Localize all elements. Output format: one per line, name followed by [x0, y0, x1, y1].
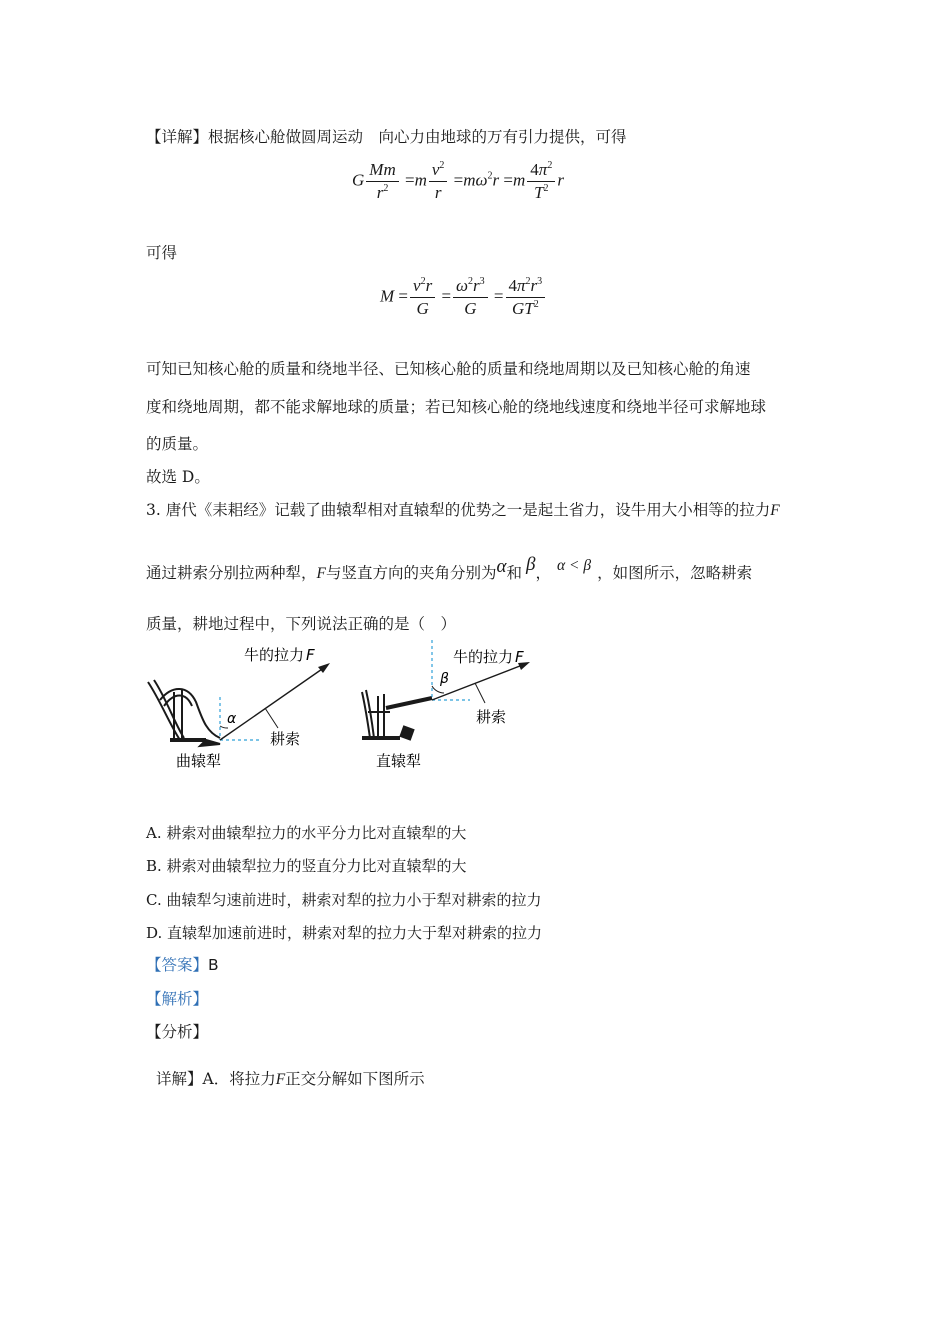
conclusion-line-3: 的质量。	[146, 435, 209, 453]
detail-intro: 【详解】根据核心舱做圆周运动 向心力由地球的万有引力提供，可得	[146, 128, 627, 146]
left-force-var: F	[306, 646, 315, 664]
beta-arc	[432, 686, 444, 693]
keda-text: 可得	[146, 244, 178, 262]
question-3-line-1: 3. 唐代《耒耜经》记载了曲辕犁相对直辕犁的优势之一是起土省力，设牛用大小相等的拉力F	[146, 501, 780, 519]
plough-figure	[140, 640, 700, 775]
straight-plough-drawing	[362, 690, 432, 739]
left-rope-label: 耕索	[270, 730, 301, 748]
right-force-var: F	[515, 648, 524, 666]
previous-answer: 故选 D。	[146, 468, 210, 486]
option-d: D. 直辕犁加速前进时，耕索对犁的拉力大于犁对耕索的拉力	[146, 924, 543, 942]
option-c: C. 曲辕犁匀速前进时，耕索对犁的拉力小于犁对耕索的拉力	[146, 891, 542, 909]
right-rope-pointer	[475, 683, 485, 703]
answer-value: B	[208, 956, 219, 974]
option-a: A. 耕索对曲辕犁拉力的水平分力比对直辕犁的大	[146, 824, 467, 842]
curved-plough-drawing	[148, 680, 220, 746]
alpha-label: α	[227, 711, 237, 727]
answer-tag: 【答案】	[146, 956, 209, 974]
conclusion-line-2: 度和绕地周期，都不能求解地球的质量；若已知核心舱的绕地线速度和绕地半径可求解地球	[146, 398, 767, 416]
option-b: B. 耕索对曲辕犁拉力的竖直分力比对直辕犁的大	[146, 857, 467, 875]
detail-a-line: 详解】A．将拉力F正交分解如下图所示	[156, 1070, 425, 1088]
left-arrowhead	[318, 663, 330, 673]
right-rope-label: 耕索	[476, 708, 507, 726]
right-force-label: 牛的拉力	[453, 648, 514, 666]
answer-row	[146, 955, 219, 975]
conclusion-line-1: 可知已知核心舱的质量和绕地半径、已知核心舱的质量和绕地周期以及已知核心舱的角速	[146, 360, 751, 378]
beta-label: β	[440, 671, 449, 687]
left-plough-label: 曲辕犁	[176, 752, 222, 770]
breakdown-heading: 【分析】	[146, 1023, 209, 1041]
right-plough-label: 直辕犁	[376, 752, 422, 770]
left-rope-pointer	[265, 708, 278, 728]
equation-mass: M = $\frac{v^2r}{G}$ = $\frac{\omega^2r^3}{G}$ = $\frac{4\pi^2r^3}{GT^2}$	[380, 276, 547, 319]
left-force-label: 牛的拉力	[244, 646, 305, 664]
question-3-line-3: 质量，耕地过程中，下列说法正确的是（ ）	[146, 615, 457, 633]
analysis-heading: 【解析】	[146, 990, 209, 1008]
equation-gravity: G $\frac{Mm}{r^2}$ =m $\frac{v^2}{r}$ $=m\omega^2r =m$ $\frac{4\pi^2}{T^2}$ r	[352, 160, 564, 202]
question-3-line-2: 通过耕索分别拉两种犁，F与竖直方向的夹角分别为α和 β， α < β ，如图所示，忽略耕索	[146, 554, 753, 582]
